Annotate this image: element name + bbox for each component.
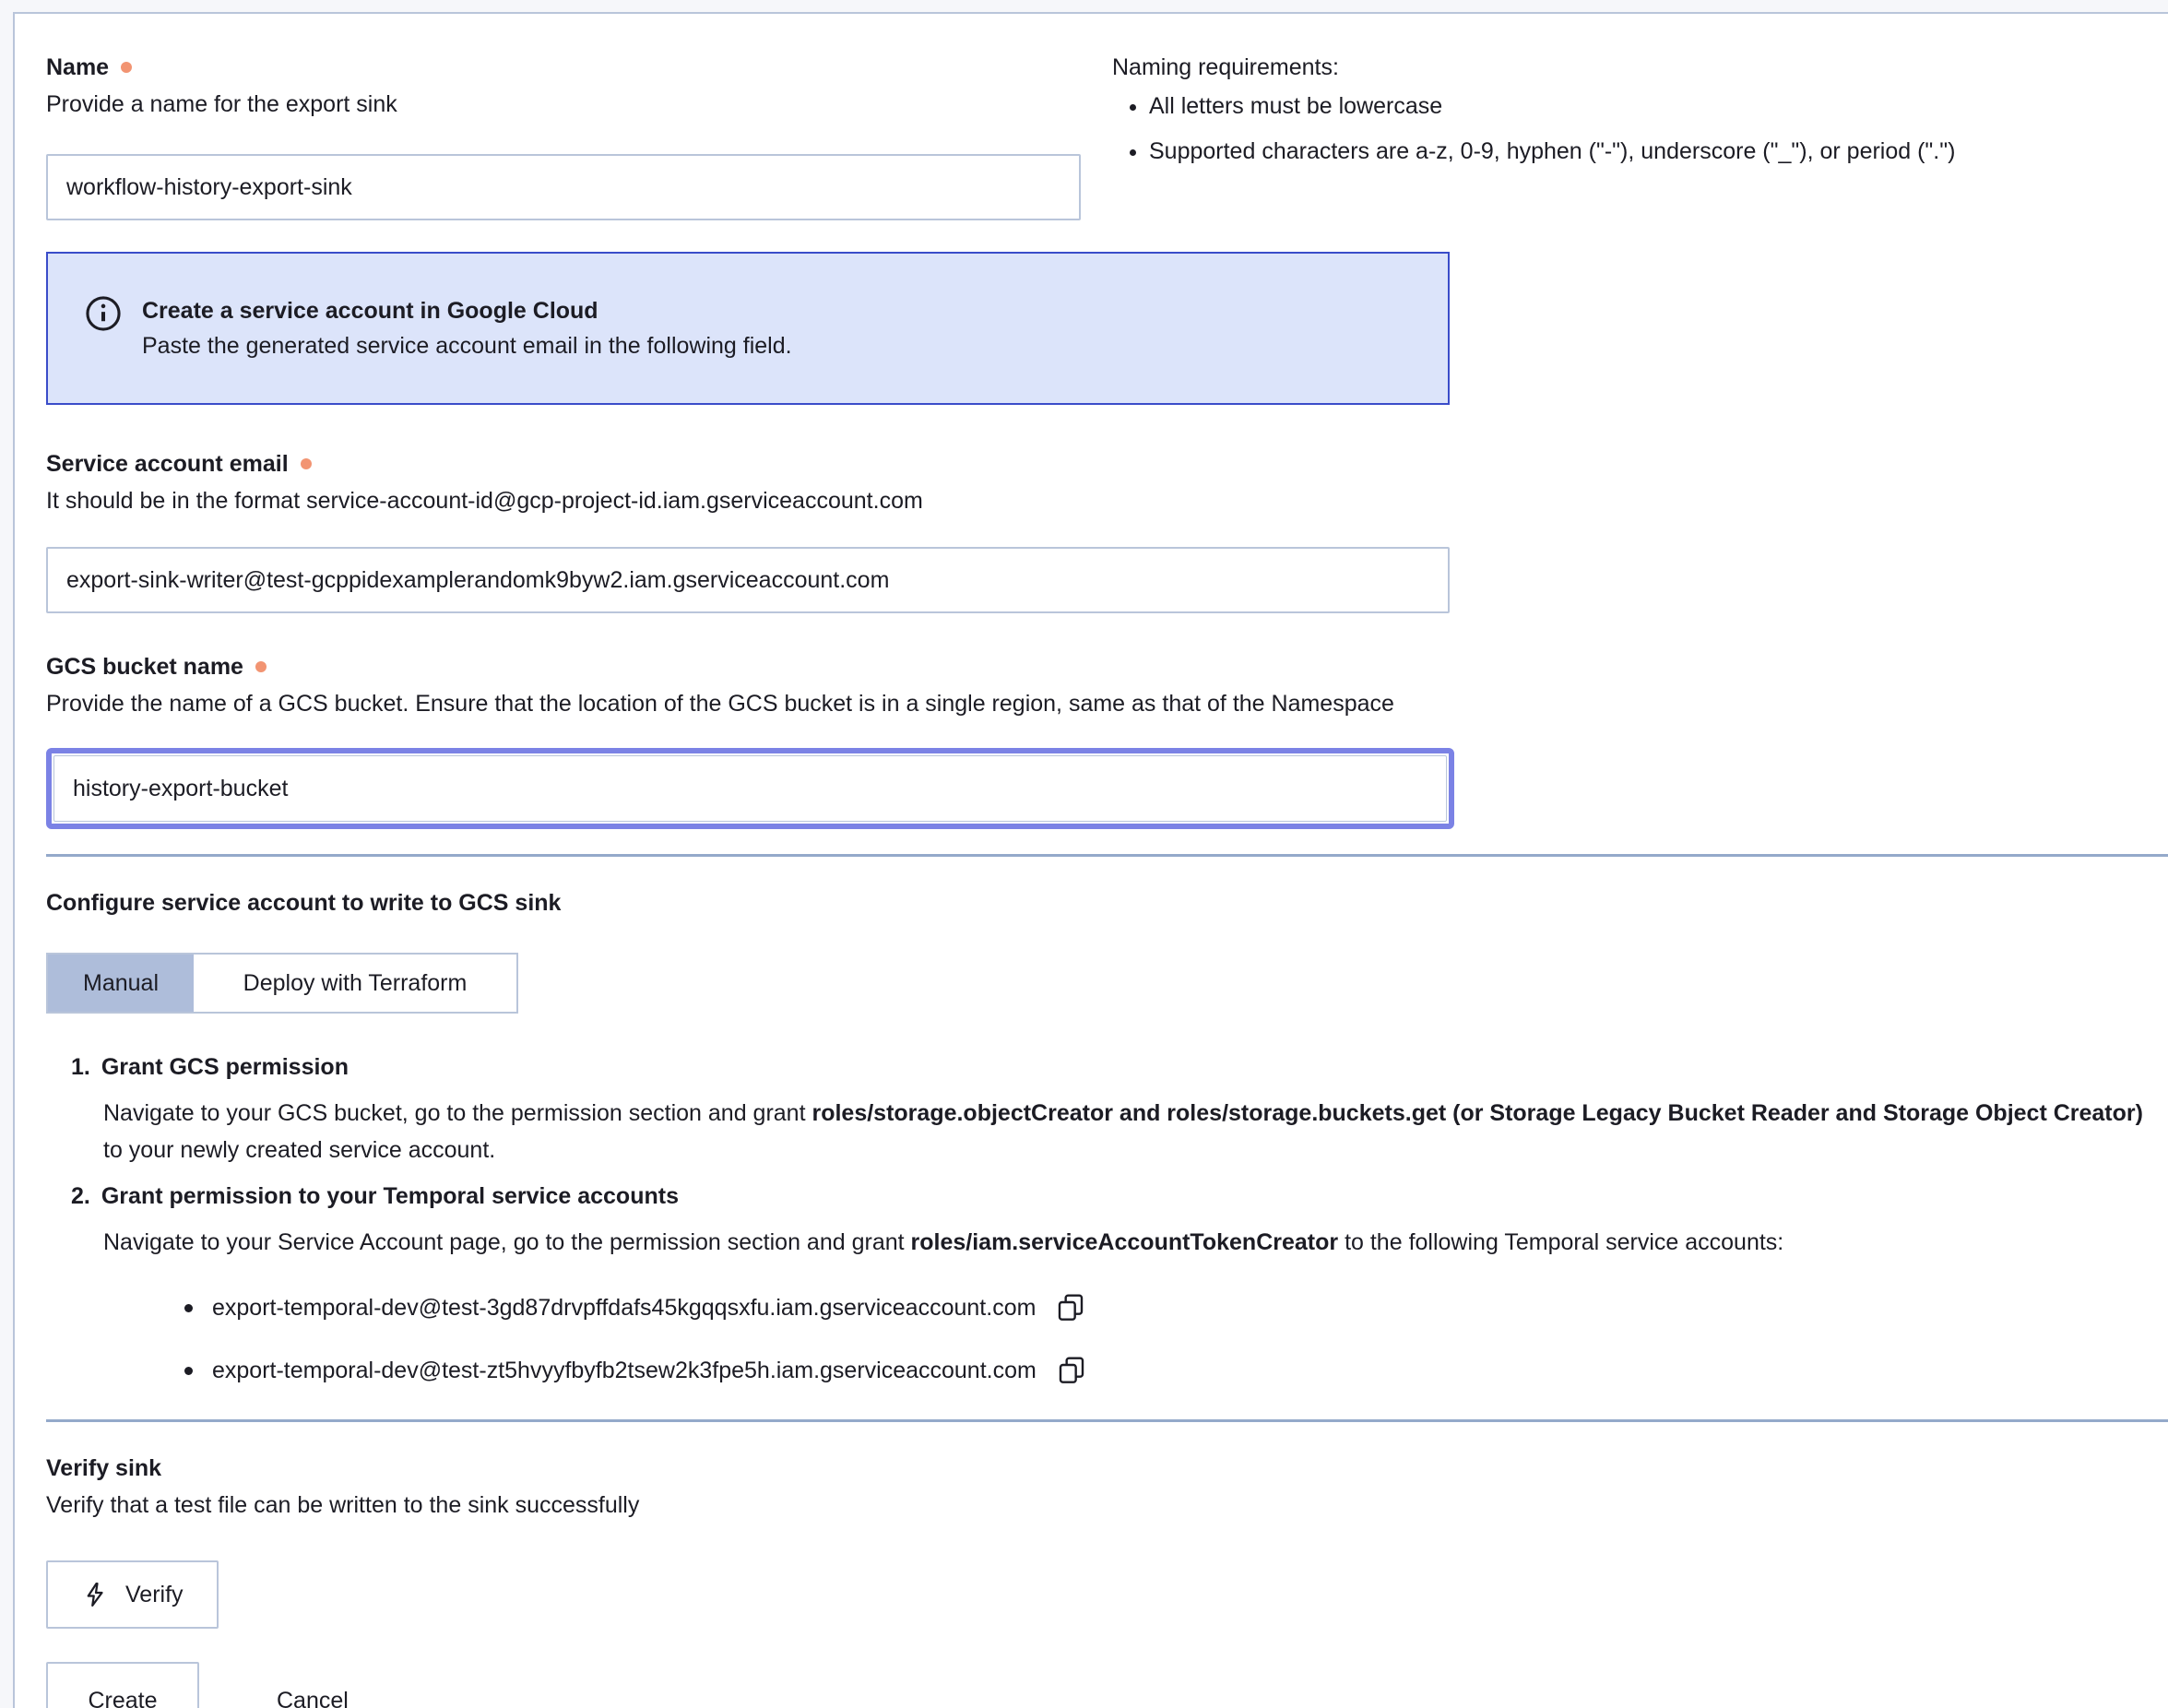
required-indicator xyxy=(301,458,312,469)
create-button[interactable]: Create xyxy=(46,1662,199,1708)
gcs-bucket-input-focus-ring xyxy=(46,748,1454,829)
service-account-email: export-temporal-dev@test-3gd87drvpffdafs45kgqqsxfu.iam.gserviceaccount.com xyxy=(212,1295,1037,1321)
name-input[interactable] xyxy=(46,154,1081,220)
service-account-email-section xyxy=(46,449,2168,613)
info-icon xyxy=(83,293,124,334)
step-2-number: 2. xyxy=(71,1183,90,1209)
name-description: Provide a name for the export sink xyxy=(46,91,397,117)
bullet-dot xyxy=(184,1367,193,1375)
naming-requirement-item: • All letters must be lowercase xyxy=(1149,91,2168,121)
service-account-item xyxy=(184,1355,2168,1386)
step-1-number: 1. xyxy=(71,1054,90,1080)
copy-icon[interactable] xyxy=(1056,1292,1085,1323)
tab-deploy-with-terraform-label: Deploy with Terraform xyxy=(243,970,468,996)
verify-button-label: Verify xyxy=(125,1581,184,1607)
gcs-bucket-label: GCS bucket name xyxy=(46,654,243,680)
form-actions xyxy=(46,1662,2168,1708)
step-1-body-bold: roles/storage.objectCreator and roles/storage.buckets.get (or Storage Legacy Bucket Reader and Storage Object Creator) xyxy=(812,1100,2143,1126)
step-1-body xyxy=(103,1095,2155,1168)
verify-button[interactable] xyxy=(46,1560,219,1629)
configure-tab-group xyxy=(46,953,518,1014)
service-account-email-description: It should be in the format service-account-id@gcp-project-id.iam.gserviceaccount.com xyxy=(46,488,923,514)
naming-requirements xyxy=(1112,53,2168,220)
export-sink-form-panel xyxy=(13,12,2168,1708)
lightning-icon xyxy=(81,1581,109,1608)
step-2-body xyxy=(103,1224,2155,1261)
service-account-item xyxy=(184,1292,2168,1323)
name-label: Name xyxy=(46,54,110,80)
info-banner-body: Paste the generated service account email in the following field. xyxy=(142,333,792,359)
step-2-body-bold: roles/iam.serviceAccountTokenCreator xyxy=(910,1229,1339,1255)
tab-manual[interactable] xyxy=(48,955,194,1012)
configure-section-title: Configure service account to write to GCS sink xyxy=(46,890,562,916)
section-divider xyxy=(46,854,2168,857)
step-2-body-suffix: to the following Temporal service accounts: xyxy=(1338,1229,1784,1255)
step-1-body-suffix: to your newly created service account. xyxy=(103,1137,496,1163)
verify-section xyxy=(46,1453,2168,1629)
gcs-bucket-input[interactable] xyxy=(53,755,1447,822)
naming-requirements-list xyxy=(1112,91,2168,166)
temporal-service-accounts-list xyxy=(46,1292,2168,1386)
copy-icon[interactable] xyxy=(1057,1355,1086,1386)
step-1-title-row xyxy=(71,1052,2168,1082)
info-banner xyxy=(46,252,1450,405)
step-2-title: Grant permission to your Temporal service accounts xyxy=(101,1183,679,1209)
cancel-button[interactable]: Cancel xyxy=(258,1688,367,1708)
service-account-email: export-temporal-dev@test-zt5hvyyfbyfb2tsew2k3fpe5h.iam.gserviceaccount.com xyxy=(212,1358,1037,1383)
name-label-row xyxy=(46,53,1081,82)
verify-sink-description: Verify that a test file can be written to the sink successfully xyxy=(46,1492,640,1518)
naming-requirements-title: Naming requirements: xyxy=(1112,54,1339,80)
gcs-bucket-description: Provide the name of a GCS bucket. Ensure that the location of the GCS bucket is in a single region, same as that of the Namespace xyxy=(46,691,1394,717)
info-banner-title: Create a service account in Google Cloud xyxy=(142,298,598,324)
step-1-body-prefix: Navigate to your GCS bucket, go to the permission section and grant xyxy=(103,1100,812,1126)
step-2-body-prefix: Navigate to your Service Account page, go to the permission section and grant xyxy=(103,1229,911,1255)
tab-deploy-with-terraform[interactable] xyxy=(194,955,516,1012)
verify-sink-label: Verify sink xyxy=(46,1455,162,1481)
gcs-bucket-label-row xyxy=(46,652,2168,682)
tab-manual-label: Manual xyxy=(83,970,159,996)
step-2-title-row xyxy=(71,1181,2168,1211)
info-banner-text xyxy=(142,296,792,361)
name-and-requirements-row xyxy=(46,53,2168,220)
gcs-bucket-section xyxy=(46,652,2168,829)
required-indicator xyxy=(255,661,267,672)
naming-requirement-item: • Supported characters are a-z, 0-9, hyphen ("-"), underscore ("_"), or period (".") xyxy=(1149,136,2168,166)
manual-instructions xyxy=(46,1052,2168,1386)
step-1-title: Grant GCS permission xyxy=(101,1054,349,1080)
service-account-email-label: Service account email xyxy=(46,451,289,477)
name-section xyxy=(46,53,1081,220)
required-indicator xyxy=(121,62,132,73)
bullet-dot xyxy=(184,1304,193,1312)
service-account-email-label-row xyxy=(46,449,2168,479)
section-divider xyxy=(46,1419,2168,1422)
service-account-email-input[interactable] xyxy=(46,547,1450,613)
